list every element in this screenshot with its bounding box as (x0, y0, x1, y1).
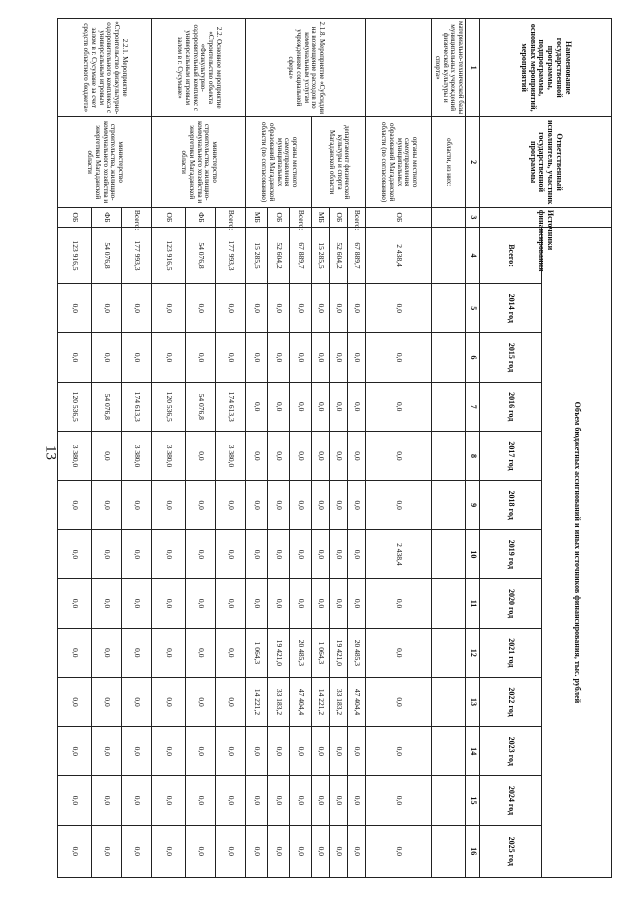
year-value-cell: 0,0 (92, 431, 122, 480)
year-value-cell: 0,0 (92, 284, 122, 333)
year-value-cell: 0,0 (268, 776, 290, 825)
year-value-cell: 0,0 (366, 284, 432, 333)
header-year: 2015 год (480, 333, 542, 382)
year-value-cell: 0,0 (58, 727, 92, 776)
year-value-cell: 0,0 (290, 530, 312, 579)
year-value-cell: 0,0 (186, 431, 216, 480)
year-value-cell: 0,0 (122, 727, 152, 776)
responsible-cell: области, из них: (432, 117, 466, 207)
year-value-cell (432, 727, 466, 776)
table-row (366, 19, 432, 878)
year-value-cell: 0,0 (216, 727, 246, 776)
column-number: 2 (466, 117, 480, 207)
year-value-cell: 0,0 (312, 825, 330, 877)
measure-name-cell (366, 19, 432, 117)
total-cell: 54 076,8 (186, 227, 216, 283)
source-cell: Всего: (216, 207, 246, 227)
source-cell: Всего: (348, 207, 366, 227)
year-value-cell: 0,0 (330, 727, 348, 776)
year-value-cell: 120 536,5 (58, 382, 92, 431)
year-value-cell: 0,0 (122, 333, 152, 382)
measure-name-cell: материально-технической базы муниципальных учреждений физической культуры и спорта» (432, 19, 466, 117)
year-value-cell: 0,0 (290, 431, 312, 480)
year-value-cell: 0,0 (330, 481, 348, 530)
year-value-cell: 0,0 (92, 579, 122, 628)
rotated-table-container (70, 18, 612, 878)
year-value-cell: 0,0 (58, 628, 92, 677)
header-year: 2016 год (480, 382, 542, 431)
year-value-cell: 0,0 (348, 431, 366, 480)
year-value-cell: 0,0 (58, 530, 92, 579)
column-number: 14 (466, 727, 480, 776)
header-year: 2018 год (480, 481, 542, 530)
year-value-cell: 0,0 (122, 530, 152, 579)
header-name: Наименование государственной программы, подпрограммы, основных мероприятий, мероприятий (480, 19, 612, 117)
year-value-cell: 0,0 (268, 481, 290, 530)
year-value-cell: 0,0 (290, 727, 312, 776)
year-value-cell: 0,0 (366, 333, 432, 382)
year-value-cell: 0,0 (348, 727, 366, 776)
column-number: 10 (466, 530, 480, 579)
year-value-cell: 0,0 (122, 284, 152, 333)
year-value-cell: 0,0 (92, 481, 122, 530)
year-value-cell: 0,0 (312, 481, 330, 530)
year-value-cell: 0,0 (152, 825, 186, 877)
year-value-cell: 0,0 (216, 284, 246, 333)
year-value-cell (432, 628, 466, 677)
year-value-cell: 0,0 (92, 677, 122, 726)
year-value-cell: 0,0 (246, 382, 268, 431)
year-value-cell: 174 613,3 (216, 382, 246, 431)
total-cell: 123 916,5 (152, 227, 186, 283)
year-value-cell: 20 485,3 (290, 628, 312, 677)
column-number-row (466, 19, 480, 878)
year-value-cell: 0,0 (152, 333, 186, 382)
responsible-cell: органы местного самоуправления муниципальных образований Магаданской области (по согласованию) (246, 117, 312, 207)
source-cell: ФБ (186, 207, 216, 227)
responsible-cell: департамент физической культуры и спорта Магаданской области (312, 117, 366, 207)
header-year: 2019 год (480, 530, 542, 579)
year-value-cell: 0,0 (122, 628, 152, 677)
year-value-cell: 0,0 (290, 333, 312, 382)
year-value-cell: 0,0 (152, 727, 186, 776)
year-value-cell: 0,0 (216, 530, 246, 579)
source-cell: ОБ (330, 207, 348, 227)
year-value-cell (432, 333, 466, 382)
year-value-cell: 20 485,3 (348, 628, 366, 677)
year-value-cell: 0,0 (246, 727, 268, 776)
year-value-cell: 0,0 (246, 530, 268, 579)
column-number: 6 (466, 333, 480, 382)
measure-name-cell: 2.1.8. Мероприятие «Субсидии на возмещение расходов по коммунальным услугам учреждениям социальной сферы» (246, 19, 366, 117)
year-value-cell: 0,0 (186, 333, 216, 382)
table-row (290, 19, 312, 878)
year-value-cell: 0,0 (312, 530, 330, 579)
header-year: 2025 год (480, 825, 542, 877)
total-cell (432, 227, 466, 283)
header-year: 2023 год (480, 727, 542, 776)
year-value-cell: 0,0 (122, 677, 152, 726)
year-value-cell (432, 579, 466, 628)
year-value-cell: 33 183,2 (330, 677, 348, 726)
total-cell: 15 285,5 (246, 227, 268, 283)
column-number: 4 (466, 227, 480, 283)
header-year: 2022 год (480, 677, 542, 726)
year-value-cell: 33 183,2 (268, 677, 290, 726)
source-cell (432, 207, 466, 227)
column-number: 16 (466, 825, 480, 877)
year-value-cell: 0,0 (290, 382, 312, 431)
year-value-cell: 0,0 (152, 530, 186, 579)
year-value-cell: 0,0 (366, 825, 432, 877)
year-value-cell: 0,0 (58, 579, 92, 628)
year-value-cell: 0,0 (268, 579, 290, 628)
year-value-cell (432, 776, 466, 825)
year-value-cell: 0,0 (186, 677, 216, 726)
year-value-cell: 0,0 (58, 284, 92, 333)
year-value-cell: 0,0 (246, 431, 268, 480)
measure-name-cell: 2.2.1. Мероприятие «Строительство физкультурно-оздоровительного комплекса с универсальным игровым залом в г. Сусумане за счет средств областного бюджета» (58, 19, 152, 117)
total-cell: 123 916,5 (58, 227, 92, 283)
year-value-cell: 3 380,0 (216, 431, 246, 480)
year-value-cell: 3 380,0 (58, 431, 92, 480)
year-value-cell: 0,0 (92, 776, 122, 825)
header-source: Источники финансирования (480, 207, 612, 227)
year-value-cell: 0,0 (92, 628, 122, 677)
table-row (432, 19, 466, 878)
responsible-cell: министерство строительства, жилищно-коммунального хозяйства и энергетики Магаданской области (58, 117, 152, 207)
year-value-cell: 0,0 (366, 481, 432, 530)
total-cell: 177 993,3 (216, 227, 246, 283)
year-value-cell: 0,0 (216, 628, 246, 677)
year-value-cell: 0,0 (152, 579, 186, 628)
year-value-cell: 0,0 (330, 333, 348, 382)
year-value-cell: 0,0 (268, 431, 290, 480)
column-number: 1 (466, 19, 480, 117)
column-number: 9 (466, 481, 480, 530)
year-value-cell: 0,0 (186, 579, 216, 628)
year-value-cell: 0,0 (92, 825, 122, 877)
year-value-cell: 0,0 (268, 530, 290, 579)
year-value-cell: 0,0 (348, 284, 366, 333)
year-value-cell: 0,0 (330, 776, 348, 825)
year-value-cell (432, 284, 466, 333)
year-value-cell: 0,0 (186, 481, 216, 530)
year-value-cell: 0,0 (92, 333, 122, 382)
year-value-cell: 0,0 (152, 776, 186, 825)
total-cell: 15 285,5 (312, 227, 330, 283)
year-value-cell: 0,0 (58, 677, 92, 726)
year-value-cell: 0,0 (268, 825, 290, 877)
year-value-cell: 0,0 (268, 382, 290, 431)
year-value-cell: 0,0 (366, 628, 432, 677)
year-value-cell: 0,0 (330, 431, 348, 480)
year-value-cell: 0,0 (216, 579, 246, 628)
source-cell: ОБ (152, 207, 186, 227)
column-number: 11 (466, 579, 480, 628)
year-value-cell: 0,0 (312, 776, 330, 825)
year-value-cell: 0,0 (186, 628, 216, 677)
page-number: 13 (42, 445, 59, 460)
year-value-cell: 0,0 (290, 579, 312, 628)
year-value-cell: 1 064,3 (246, 628, 268, 677)
year-value-cell: 0,0 (216, 481, 246, 530)
year-value-cell: 0,0 (312, 579, 330, 628)
year-value-cell: 0,0 (312, 382, 330, 431)
year-value-cell: 0,0 (312, 333, 330, 382)
year-value-cell: 54 076,8 (186, 382, 216, 431)
year-value-cell: 0,0 (152, 481, 186, 530)
year-value-cell: 0,0 (330, 530, 348, 579)
source-cell: ОБ (366, 207, 432, 227)
year-value-cell: 0,0 (330, 825, 348, 877)
year-value-cell: 0,0 (366, 431, 432, 480)
year-value-cell: 0,0 (312, 727, 330, 776)
total-cell: 2 438,4 (366, 227, 432, 283)
column-number: 8 (466, 431, 480, 480)
year-value-cell: 0,0 (246, 481, 268, 530)
source-cell: ФБ (92, 207, 122, 227)
year-value-cell: 0,0 (312, 431, 330, 480)
year-value-cell: 0,0 (152, 628, 186, 677)
table-row (216, 19, 246, 878)
source-cell: Всего: (290, 207, 312, 227)
year-value-cell: 0,0 (92, 727, 122, 776)
year-value-cell (432, 431, 466, 480)
year-value-cell: 0,0 (366, 727, 432, 776)
column-number: 5 (466, 284, 480, 333)
year-value-cell: 0,0 (290, 284, 312, 333)
year-value-cell: 0,0 (366, 382, 432, 431)
year-value-cell: 1 064,3 (312, 628, 330, 677)
total-cell: 67 889,7 (290, 227, 312, 283)
year-value-cell: 0,0 (122, 825, 152, 877)
year-value-cell (432, 677, 466, 726)
year-value-cell (432, 825, 466, 877)
year-value-cell: 0,0 (152, 677, 186, 726)
year-value-cell: 0,0 (186, 530, 216, 579)
year-value-cell (432, 530, 466, 579)
year-value-cell: 0,0 (312, 284, 330, 333)
year-value-cell: 0,0 (290, 825, 312, 877)
year-value-cell: 0,0 (330, 284, 348, 333)
year-value-cell: 0,0 (290, 481, 312, 530)
year-value-cell: 0,0 (348, 481, 366, 530)
year-value-cell: 54 076,8 (92, 382, 122, 431)
year-value-cell: 0,0 (348, 382, 366, 431)
year-value-cell: 0,0 (122, 776, 152, 825)
total-cell: 52 604,2 (268, 227, 290, 283)
year-value-cell: 0,0 (216, 333, 246, 382)
year-value-cell: 3 380,0 (152, 431, 186, 480)
column-number: 3 (466, 207, 480, 227)
year-value-cell: 0,0 (216, 825, 246, 877)
year-value-cell: 0,0 (246, 825, 268, 877)
year-value-cell: 0,0 (216, 677, 246, 726)
year-value-cell: 0,0 (330, 382, 348, 431)
year-value-cell: 0,0 (186, 776, 216, 825)
funding-table (57, 18, 612, 878)
year-value-cell: 47 404,4 (290, 677, 312, 726)
year-value-cell: 0,0 (92, 530, 122, 579)
source-cell: МБ (312, 207, 330, 227)
year-value-cell: 3 380,0 (122, 431, 152, 480)
source-cell: ОБ (268, 207, 290, 227)
year-value-cell: 0,0 (122, 579, 152, 628)
year-value-cell: 0,0 (348, 530, 366, 579)
year-value-cell: 0,0 (330, 579, 348, 628)
year-value-cell: 0,0 (348, 776, 366, 825)
year-value-cell: 0,0 (268, 727, 290, 776)
header-funding: Объем бюджетных ассигнований и иных источников финансирования, тыс. рублей (542, 227, 612, 877)
year-value-cell: 0,0 (348, 825, 366, 877)
year-value-cell: 0,0 (58, 481, 92, 530)
year-value-cell: 47 404,4 (348, 677, 366, 726)
header-year: 2020 год (480, 579, 542, 628)
year-value-cell: 0,0 (366, 677, 432, 726)
year-value-cell: 0,0 (186, 284, 216, 333)
header-year: 2017 год (480, 431, 542, 480)
year-value-cell: 19 421,0 (330, 628, 348, 677)
source-cell: МБ (246, 207, 268, 227)
year-value-cell: 0,0 (152, 284, 186, 333)
year-value-cell: 0,0 (268, 284, 290, 333)
year-value-cell: 0,0 (58, 825, 92, 877)
year-value-cell: 0,0 (246, 284, 268, 333)
header-year: 2024 год (480, 776, 542, 825)
total-cell: 67 889,7 (348, 227, 366, 283)
table-row (348, 19, 366, 878)
year-value-cell: 0,0 (366, 776, 432, 825)
column-number: 7 (466, 382, 480, 431)
year-value-cell: 0,0 (348, 333, 366, 382)
source-cell: Всего: (122, 207, 152, 227)
year-value-cell: 174 613,3 (122, 382, 152, 431)
header-responsible: Ответственный исполнитель, участник государственной программы (480, 117, 612, 207)
year-value-cell: 0,0 (186, 825, 216, 877)
column-number: 15 (466, 776, 480, 825)
header-year: 2021 год (480, 628, 542, 677)
year-value-cell: 14 221,2 (246, 677, 268, 726)
year-value-cell: 0,0 (246, 579, 268, 628)
year-value-cell: 19 421,0 (268, 628, 290, 677)
responsible-cell: министерство строительства, жилищно-коммунального хозяйства и энергетики Магаданской области (152, 117, 246, 207)
year-value-cell: 0,0 (348, 579, 366, 628)
year-value-cell: 0,0 (268, 333, 290, 382)
year-value-cell: 0,0 (186, 727, 216, 776)
total-cell: 54 076,8 (92, 227, 122, 283)
measure-name-cell: 2.2. Основное мероприятие «Строительство объекта «Физкультурно-оздоровительный комплекс с универсальным игровым залом в г. Сусумане» (152, 19, 246, 117)
year-value-cell: 14 221,2 (312, 677, 330, 726)
table-body (58, 19, 466, 878)
header-total: Всего: (480, 227, 542, 283)
year-value-cell: 0,0 (122, 481, 152, 530)
table-row (122, 19, 152, 878)
source-cell: ОБ (58, 207, 92, 227)
year-value-cell: 120 536,5 (152, 382, 186, 431)
year-value-cell: 0,0 (366, 579, 432, 628)
year-value-cell: 0,0 (216, 776, 246, 825)
year-value-cell: 0,0 (58, 333, 92, 382)
responsible-cell: органы местного самоуправления муниципальных образований Магаданской области (по согласованию) (366, 117, 432, 207)
year-value-cell (432, 481, 466, 530)
year-value-cell: 0,0 (246, 333, 268, 382)
year-value-cell: 2 438,4 (366, 530, 432, 579)
total-cell: 177 993,3 (122, 227, 152, 283)
year-value-cell (432, 382, 466, 431)
total-cell: 52 604,2 (330, 227, 348, 283)
header-year: 2014 год (480, 284, 542, 333)
year-value-cell: 0,0 (290, 776, 312, 825)
column-number: 12 (466, 628, 480, 677)
year-value-cell: 0,0 (246, 776, 268, 825)
column-number: 13 (466, 677, 480, 726)
year-value-cell: 0,0 (58, 776, 92, 825)
